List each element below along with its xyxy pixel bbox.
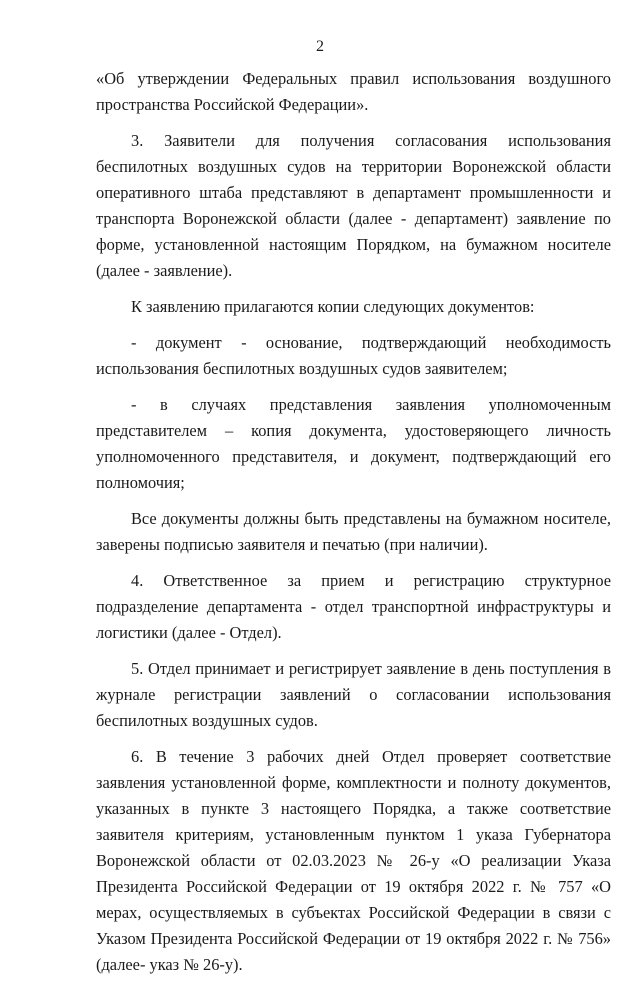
paragraph-item-6: 6. В течение 3 рабочих дней Отдел проверяет соответствие заявления установленной форме, комплектности и полноту документов, указанных в пункте 3 настоящего Порядка, а также соответствие заявителя критериям, установленным пунктом 1 указа Губернатора Воронежской области от 02.03.2023 № 26-у «О реализации Указа Президента Российской Федерации от 19 октября 2022 г. № 757 «О мерах, осуществляемых в субъектах Российской Федерации в связи с Указом Президента Российской Федерации от 19 октября 2022 г. № 756» (далее- указ № 26-у).: [96, 747, 611, 974]
paragraph-title-continuation: «Об утверждении Федеральных правил использования воздушного пространства Российской Федерации».: [96, 69, 611, 114]
paragraph-attachments-intro: К заявлению прилагаются копии следующих документов:: [131, 297, 535, 316]
paragraph-item-3: 3. Заявители для получения согласования использования беспилотных воздушных судов на территории Воронежской области оперативного штаба представляют в департамент промышленности и транспорта Воронежской области (далее - департамент) заявление по форме, установленной настоящим Порядком, на бумажном носителе (далее - заявление).: [96, 131, 611, 280]
paragraph-paper-requirement: Все документы должны быть представлены на бумажном носителе, заверены подписью заявителя и печатью (при наличии).: [96, 509, 611, 554]
paragraph-attachment-basis: - документ - основание, подтверждающий необходимость использования беспилотных воздушных судов заявителем;: [96, 333, 611, 378]
page-number: 2: [316, 38, 324, 55]
document-body: [96, 66, 611, 988]
paragraph-item-5: 5. Отдел принимает и регистрирует заявление в день поступления в журнале регистрации заявлений о согласовании использования беспилотных воздушных судов.: [96, 659, 611, 730]
paragraph-item-4: 4. Ответственное за прием и регистрацию структурное подразделение департамента - отдел транспортной инфраструктуры и логистики (далее - Отдел).: [96, 571, 611, 642]
paragraph-attachment-representative: - в случаях представления заявления уполномоченным представителем – копия документа, удостоверяющего личность уполномоченного представителя, и документ, подтверждающий его полномочия;: [96, 395, 611, 492]
